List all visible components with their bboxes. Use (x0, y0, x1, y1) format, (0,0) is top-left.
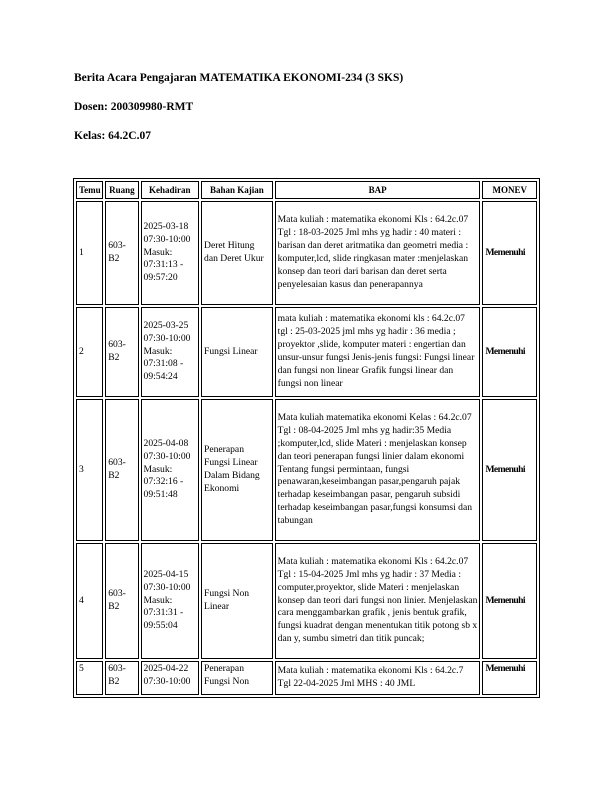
kehadiran-tanggal: 2025-04-15 (143, 568, 189, 580)
table-header-row (76, 181, 537, 199)
table-row (76, 201, 537, 305)
cell-bahan-kajian: Fungsi Non Linear (201, 543, 273, 659)
kehadiran-waktu: 07:31:08 - 09:54:24 (143, 358, 184, 383)
kehadiran-tanggal: 2025-03-18 (143, 220, 189, 232)
kehadiran-masuk-label: Masuk: (143, 594, 173, 606)
cell-monev: Memenuhi (482, 307, 537, 397)
cell-temu: 1 (76, 201, 103, 305)
kehadiran-waktu: 07:31:13 - 09:57:20 (143, 259, 184, 284)
kehadiran-waktu: 07:31:31 - 09:55:04 (143, 607, 184, 632)
cell-bahan-kajian: Fungsi Linear (201, 307, 273, 397)
cell-bahan-kajian: Deret Hitung dan Deret Ukur (201, 201, 273, 305)
cell-bahan-kajian: Penerapan Fungsi Linear Dalam Bidang Ekonomi (201, 399, 273, 541)
kehadiran-jam: 07:30-10:00 (143, 332, 191, 344)
header-ruang: Ruang (105, 181, 138, 199)
lecturer-label: Dosen: 200309980-RMT (74, 101, 194, 113)
cell-bahan-kajian: Penerapan Fungsi Non (201, 661, 273, 695)
kehadiran-tanggal: 2025-03-25 (143, 319, 189, 331)
kehadiran-jam: 07:30-10:00 (143, 233, 191, 245)
cell-temu: 5 (76, 661, 103, 695)
header-monev: MONEV (482, 181, 537, 199)
cell-monev: Memenuhi (482, 201, 537, 305)
table-row (76, 543, 537, 659)
table-row (76, 399, 537, 541)
cell-kehadiran (141, 307, 200, 397)
kehadiran-jam: 07:30-10:00 (143, 581, 191, 593)
cell-kehadiran (141, 661, 200, 695)
cell-kehadiran (141, 399, 200, 541)
kehadiran-tanggal: 2025-04-08 (143, 437, 189, 449)
table-row (76, 307, 537, 397)
cell-ruang: 603-B2 (105, 661, 138, 695)
cell-temu: 2 (76, 307, 103, 397)
kehadiran-waktu: 07:32:16 - 09:51:48 (143, 476, 184, 501)
kehadiran-masuk-label: Masuk: (143, 345, 173, 357)
kehadiran-masuk-label: Masuk: (143, 463, 173, 475)
cell-ruang: 603-B2 (105, 543, 138, 659)
cell-monev: Memenuhi (482, 661, 537, 695)
kehadiran-jam: 07:30-10:00 (143, 675, 191, 687)
cell-ruang: 603-B2 (105, 201, 138, 305)
cell-monev: Memenuhi (482, 543, 537, 659)
document-title: Berita Acara Pengajaran MATEMATIKA EKONOMI-234 (3 SKS) (74, 72, 404, 84)
cell-bap: Mata kuliah : matematika ekonomi Kls : 64.2c.07 Tgl : 15-04-2025 Jml mhs yg hadir : 37 Media : computer,proyektor, slide Materi : menjelaskan konsep dan teori dari fungsi non linier. Menjelaskan cara menggambarkan grafik , jenis bentuk grafik, fungsi kuadrat dengan menentukan titik potong sb x dan y, sumbu simetri dan titik puncak; (275, 543, 481, 659)
header-temu: Temu (76, 181, 103, 199)
cell-bap: mata kuliah : matematika ekonomi kls : 64.2c.07 tgl : 25-03-2025 jml mhs yg hadir : 36 media ; proyektor ,slide, komputer materi : engertian dan unsur-unsur fungsi Jenis-jenis fungsi: Fungsi linear dan fungsi non linear Grafik fungsi linear dan fungsi non linear (275, 307, 481, 397)
table-row (76, 661, 537, 695)
kehadiran-jam: 07:30-10:00 (143, 450, 191, 462)
cell-bap: Mata kuliah : matematika ekonomi Kls : 64.2c.7 Tgl 22-04-2025 Jml MHS : 40 JML (275, 661, 481, 695)
cell-bap: Mata kuliah : matematika ekonomi Kls : 64.2c.07 Tgl : 18-03-2025 Jml mhs yg hadir : 40 materi : barisan dan deret aritmatika dan geometri media : komputer,lcd, slide ringkasan mater :menjelaskan konsep dan teori dari barisan dan deret serta penyelesaian kasus dan penerapannya (275, 201, 481, 305)
class-label: Kelas: 64.2C.07 (74, 130, 151, 142)
cell-kehadiran (141, 543, 200, 659)
header-kehadiran: Kehadiran (141, 181, 200, 199)
cell-bap: Mata kuliah matematika ekonomi Kelas : 64.2c.07 Tgl : 08-04-2025 Jml mhs yg hadir:35 Media ;komputer,lcd, slide Materi : menjelaskan konsep dan teori penerapan fungsi linier dalam ekonomi Tentang fungsi permintaan, fungsi penawaran,keseimbangan pasar,pengaruh pajak terhadap keseimbangan pasar, pengaruh subsidi terhadap keseimbangan pasar,fungsi konsumsi dan tabungan (275, 399, 481, 541)
header-bahan-kajian: Bahan Kajian (201, 181, 273, 199)
kehadiran-tanggal: 2025-04-22 (143, 663, 189, 674)
cell-ruang: 603-B2 (105, 399, 138, 541)
cell-monev: Memenuhi (482, 399, 537, 541)
bap-table (73, 178, 540, 698)
cell-kehadiran (141, 201, 200, 305)
cell-temu: 3 (76, 399, 103, 541)
kehadiran-masuk-label: Masuk: (143, 246, 173, 258)
header-bap: BAP (275, 181, 481, 199)
cell-ruang: 603-B2 (105, 307, 138, 397)
cell-temu: 4 (76, 543, 103, 659)
